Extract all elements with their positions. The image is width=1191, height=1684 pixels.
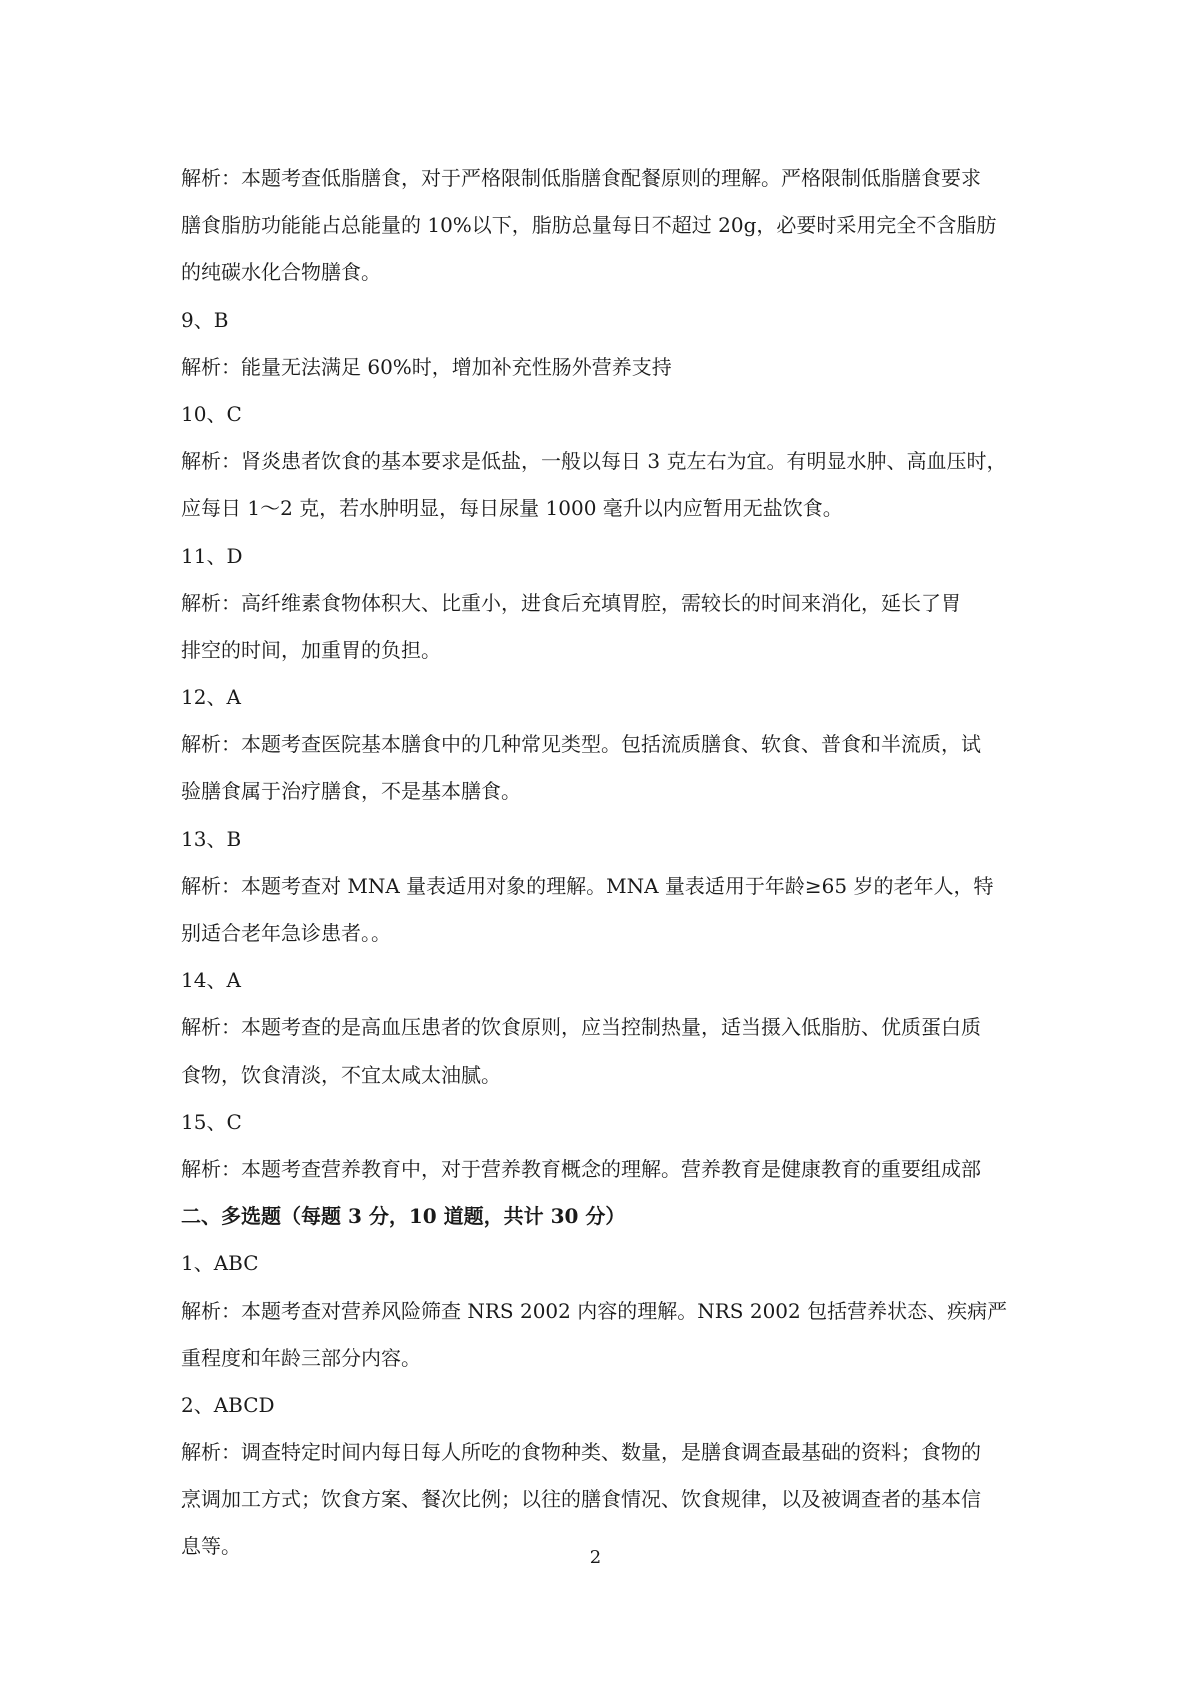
text-line: 解析：本题考查营养教育中，对于营养教育概念的理解。营养教育是健康教育的重要组成部 <box>181 1156 981 1181</box>
text-line: 解析：本题考查对 MNA 量表适用对象的理解。MNA 量表适用于年龄≥65 岁的老年人，特 <box>181 873 994 898</box>
text-line: 解析：肾炎患者饮食的基本要求是低盐，一般以每日 3 克左右为宜。有明显水肿、高血压时， <box>181 449 1007 474</box>
text-line: 的纯碳水化合物膳食。 <box>181 260 381 285</box>
answer-line: 1、ABC <box>181 1251 259 1276</box>
answer-line: 11、D <box>181 543 243 568</box>
text-line: 解析：本题考查的是高血压患者的饮食原则，应当控制热量，适当摄入低脂肪、优质蛋白质 <box>181 1015 981 1040</box>
text-line: 膳食脂肪功能能占总能量的 10%以下，脂肪总量每日不超过 20g，必要时采用完全不含脂肪 <box>181 213 997 238</box>
answer-line: 12、A <box>181 685 241 710</box>
text-line: 别适合老年急诊患者。。 <box>181 921 391 945</box>
text-line: 解析：本题考查医院基本膳食中的几种常见类型。包括流质膳食、软食、普食和半流质，试 <box>181 732 981 757</box>
answer-line: 14、A <box>181 968 241 993</box>
answer-line: 9、B <box>181 307 229 332</box>
text-line: 解析：调查特定时间内每日每人所吃的食物种类、数量，是膳食调查最基础的资料；食物的 <box>181 1440 981 1465</box>
answer-line: 15、C <box>181 1109 242 1134</box>
page-content <box>181 155 1016 1571</box>
text-line: 解析：能量无法满足 60%时，增加补充性肠外营养支持 <box>181 354 672 379</box>
text-line: 解析：本题考查低脂膳食，对于严格限制低脂膳食配餐原则的理解。严格限制低脂膳食要求 <box>181 166 981 190</box>
text-line: 息等。 <box>181 1534 241 1559</box>
section-heading: 二、多选题（每题 3 分，10 道题，共计 30 分） <box>181 1204 626 1229</box>
text-line: 烹调加工方式；饮食方案、餐次比例；以往的膳食情况、饮食规律，以及被调查者的基本信 <box>181 1487 981 1512</box>
text-line: 重程度和年龄三部分内容。 <box>181 1345 421 1370</box>
answer-line: 10、C <box>181 401 242 426</box>
answer-line: 2、ABCD <box>181 1392 275 1417</box>
text-line: 解析：高纤维素食物体积大、比重小，进食后充填胃腔，需较长的时间来消化，延长了胃 <box>181 590 961 615</box>
page-number: 2 <box>589 1547 602 1568</box>
text-line: 应每日 1～2 克，若水肿明显，每日尿量 1000 毫升以内应暂用无盐饮食。 <box>181 496 843 521</box>
text-line: 食物，饮食清淡，不宜太咸太油腻。 <box>181 1062 501 1087</box>
text-line: 验膳食属于治疗膳食，不是基本膳食。 <box>181 779 521 804</box>
text-line: 解析：本题考查对营养风险筛查 NRS 2002 内容的理解。NRS 2002 包括营养状态、疾病严 <box>181 1298 1008 1323</box>
answer-line: 13、B <box>181 826 242 851</box>
text-line: 排空的时间，加重胃的负担。 <box>181 637 441 662</box>
